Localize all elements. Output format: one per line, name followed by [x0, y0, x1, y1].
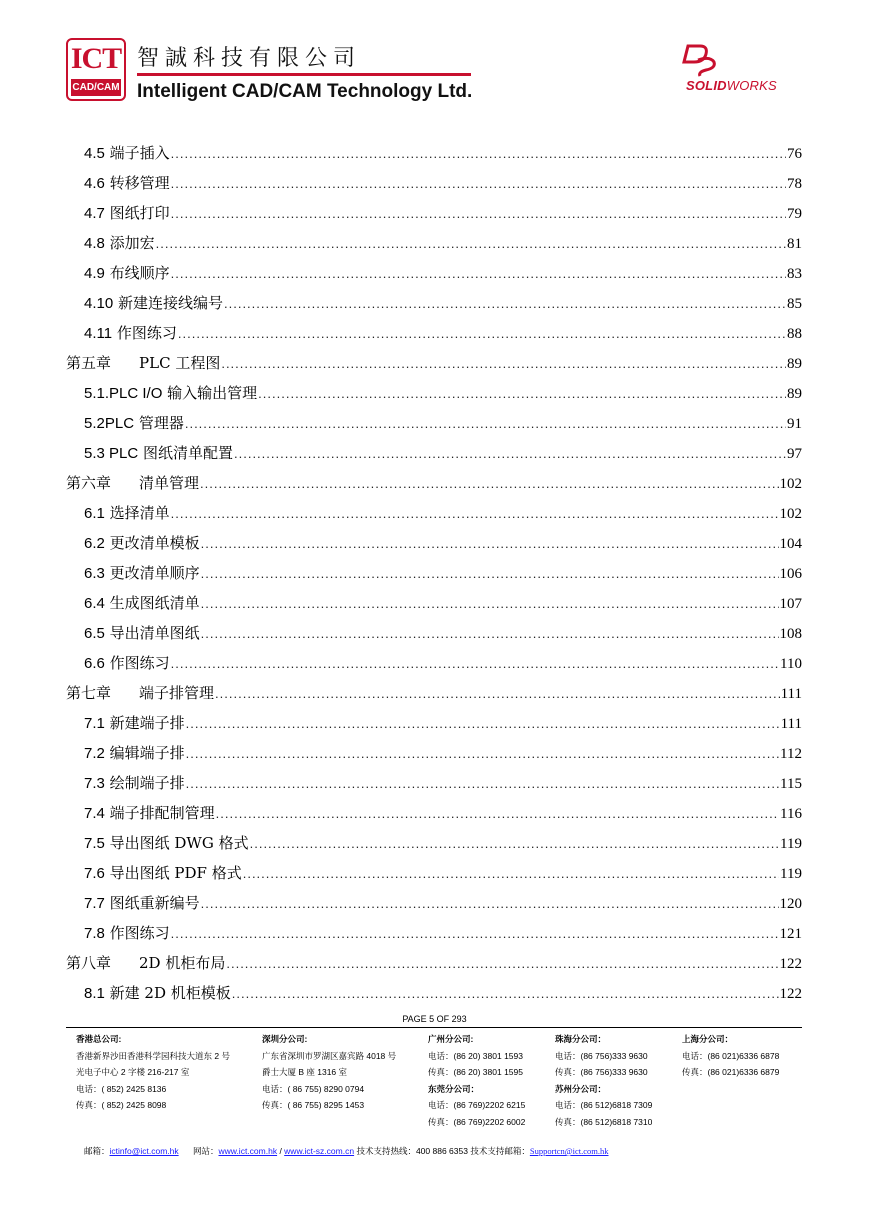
- office-heading: 东莞分公司：: [428, 1083, 480, 1094]
- toc-entry-number: 4.8: [84, 235, 105, 252]
- header-divider: [137, 73, 471, 76]
- website-link-sz[interactable]: www.ict-sz.com.cn: [284, 1146, 355, 1156]
- toc-entry-title: [84, 922, 170, 943]
- toc-leader-dots: [226, 956, 778, 971]
- toc-leader-dots: [171, 926, 779, 941]
- toc-entry-title: [84, 262, 170, 283]
- toc-entry-text: 作图练习: [109, 924, 170, 942]
- toc-entry-text: 更改清单模板: [109, 534, 200, 552]
- toc-entry[interactable]: [84, 592, 802, 616]
- toc-leader-dots: [201, 626, 779, 641]
- toc-page-number: 115: [780, 776, 802, 792]
- toc-entry-text: 端子插入: [109, 144, 170, 162]
- toc-entry-title: [66, 952, 225, 973]
- toc-entry-number: 7.3: [84, 775, 105, 792]
- office-fax: 传真：( 86 755) 8295 1453: [262, 1100, 365, 1110]
- toc-entry-title: [84, 142, 170, 163]
- toc-entry[interactable]: [84, 412, 802, 436]
- toc-page-number: 97: [787, 446, 802, 462]
- toc-leader-dots: [178, 326, 786, 341]
- toc-entry-number: 7.6: [84, 865, 105, 882]
- toc-entry-title: [84, 802, 215, 823]
- toc-entry-title: [84, 382, 257, 403]
- logo-ict-text: ICT: [70, 42, 122, 75]
- toc-page-number: 106: [779, 566, 802, 582]
- toc-page-number: 104: [779, 536, 802, 552]
- toc-entry-number: 6.4: [84, 595, 105, 612]
- toc-entry-text: 选择清单: [109, 504, 170, 522]
- office-address: 香港新界沙田香港科学园科技大道东 2 号: [76, 1050, 230, 1061]
- toc-page-number: 78: [787, 176, 802, 192]
- toc-entry-text: 图纸清单配置: [142, 444, 233, 462]
- toc-entry[interactable]: [84, 922, 802, 946]
- toc-entry-number: 第六章: [66, 475, 112, 492]
- toc-entry-title: [66, 472, 199, 493]
- toc-entry-text: 生成图纸清单: [109, 594, 200, 612]
- toc-entry-text: 输入输出管理: [167, 384, 258, 402]
- toc-entry[interactable]: [84, 862, 802, 886]
- office-address: 广东省深圳市罗湖区嘉宾路 4018 号: [262, 1050, 397, 1061]
- toc-leader-dots: [201, 566, 779, 581]
- toc-entry-number: 第八章: [66, 955, 112, 972]
- office-tel: 电话：( 86 755) 8290 0794: [262, 1083, 365, 1094]
- toc-entry-number: 6.6: [84, 655, 105, 672]
- toc-leader-dots: [171, 146, 786, 161]
- website-link-hk[interactable]: www.ict.com.hk: [218, 1146, 278, 1156]
- toc-leader-dots: [201, 596, 779, 611]
- toc-entry-number: 4.7: [84, 205, 105, 222]
- toc-entry[interactable]: [84, 892, 802, 916]
- toc-page-number: 111: [780, 686, 802, 702]
- toc-leader-dots: [171, 176, 786, 191]
- toc-entry-text: 新建端子排: [109, 714, 185, 732]
- toc-entry-number: 7.5: [84, 835, 105, 852]
- toc-page-number: 119: [780, 866, 802, 882]
- toc-entry[interactable]: [84, 532, 802, 556]
- page-number: PAGE 5 OF 293: [402, 1014, 467, 1024]
- toc-leader-dots: [186, 716, 780, 731]
- office-fax: 传真：(86 769)2202 6002: [428, 1116, 526, 1127]
- toc-entry-title: [84, 292, 223, 313]
- toc-page-number: 120: [779, 896, 802, 912]
- toc-entry-number: 6.1: [84, 505, 105, 522]
- office-heading: 广州分公司:: [428, 1034, 474, 1044]
- toc-entry[interactable]: [84, 622, 802, 646]
- office-tel: 电话：(86 20) 3801 1593: [428, 1050, 523, 1061]
- toc-page-number: 122: [779, 956, 802, 972]
- toc-entry[interactable]: [84, 772, 802, 796]
- toc-leader-dots: [186, 746, 779, 761]
- ds-mark-icon: [680, 42, 720, 78]
- toc-entry[interactable]: [84, 382, 802, 406]
- email-label: 邮箱：: [84, 1146, 110, 1156]
- toc-entry-number: 6.2: [84, 535, 105, 552]
- toc-entry-number: 7.1: [84, 715, 105, 732]
- toc-entry[interactable]: [84, 832, 802, 856]
- toc-entry-text: 添加宏: [109, 234, 155, 252]
- toc-page-number: 112: [780, 746, 802, 762]
- toc-entry-title: [84, 982, 231, 1003]
- toc-page-number: 85: [787, 296, 802, 312]
- toc-entry-number: 第七章: [66, 685, 112, 702]
- footer-divider: [66, 1027, 802, 1028]
- toc-entry-title: [66, 682, 214, 703]
- toc-entry[interactable]: [84, 652, 802, 676]
- toc-entry-text: 新建连接线编号: [117, 294, 223, 312]
- office-tel: 电话：(86 021)6336 6878: [682, 1050, 780, 1061]
- toc-page-number: 89: [787, 356, 802, 372]
- toc-entry-number: 第五章: [66, 355, 112, 372]
- toc-page-number: 107: [779, 596, 802, 612]
- toc-entry[interactable]: [84, 982, 802, 1006]
- web-separator: /: [277, 1146, 285, 1156]
- toc-page-number: 102: [779, 506, 802, 522]
- toc-entry-text: 更改清单顺序: [109, 564, 200, 582]
- footer-sz-office: [262, 1031, 396, 1114]
- toc-page-number: 88: [787, 326, 802, 342]
- toc-page-number: 122: [779, 986, 802, 1002]
- toc-entry[interactable]: [84, 802, 802, 826]
- toc-entry[interactable]: [84, 502, 802, 526]
- toc-entry[interactable]: [84, 172, 802, 196]
- logo-cadcam-text: CAD/CAM: [71, 79, 121, 96]
- office-tel: 电话：( 852) 2425 8136: [76, 1083, 167, 1094]
- toc-leader-dots: [156, 236, 786, 251]
- toc-entry[interactable]: [66, 472, 802, 496]
- toc-entry-text: 作图练习: [116, 324, 177, 342]
- toc-entry-title: [84, 772, 185, 793]
- toc-entry-title: [66, 352, 220, 373]
- toc-leader-dots: [186, 776, 779, 791]
- toc-page-number: 81: [787, 236, 802, 252]
- toc-leader-dots: [171, 506, 779, 521]
- toc-entry-title: [84, 232, 155, 253]
- toc-entry-number: 4.11: [84, 325, 113, 342]
- toc-entry-text: 导出图纸 DWG 格式: [109, 834, 249, 852]
- office-fax: 传真：( 852) 2425 8098: [76, 1100, 167, 1110]
- footer-hk-office: [76, 1031, 230, 1114]
- toc-entry-text: PLC 工程图: [139, 354, 221, 372]
- office-fax: 传真：(86 20) 3801 1595: [428, 1067, 523, 1077]
- toc-entry-number: 6.5: [84, 625, 105, 642]
- toc-page-number: 111: [780, 716, 802, 732]
- toc-entry[interactable]: [66, 952, 802, 976]
- toc-leader-dots: [171, 266, 786, 281]
- toc-entry-number: 7.4: [84, 805, 105, 822]
- office-heading: 香港总公司:: [76, 1034, 122, 1044]
- toc-entry-text: 清单管理: [139, 474, 200, 492]
- toc-entry-title: [84, 322, 177, 343]
- toc-entry-title: [84, 622, 200, 643]
- toc-entry-text: 绘制端子排: [109, 774, 185, 792]
- toc-entry-number: 4.5: [84, 145, 105, 162]
- hotline-text: 技术支持热线：400 886 6353: [356, 1146, 468, 1156]
- toc-entry-title: [84, 562, 200, 583]
- toc-entry-title: [84, 502, 170, 523]
- toc-entry-title: [84, 412, 184, 433]
- toc-entry[interactable]: [84, 322, 802, 346]
- toc-entry-number: 4.6: [84, 175, 105, 192]
- office-fax: 传真：(86 021)6336 6879: [682, 1067, 780, 1077]
- ict-logo: [66, 38, 126, 101]
- toc-entry-title: [84, 712, 185, 733]
- toc-entry[interactable]: [84, 742, 802, 766]
- toc-entry-title: [84, 742, 185, 763]
- toc-entry-number: 8.1: [84, 985, 105, 1002]
- toc-entry-title: [84, 172, 170, 193]
- toc-entry-number: 7.8: [84, 925, 105, 942]
- toc-page-number: 108: [779, 626, 802, 642]
- office-tel: 电话：(86 769)2202 6215: [428, 1100, 526, 1110]
- toc-entry-text: 管理器: [138, 414, 184, 432]
- toc-leader-dots: [201, 536, 779, 551]
- toc-entry[interactable]: [84, 262, 802, 286]
- support-email-link[interactable]: Supportcn@ict.com.hk: [529, 1146, 609, 1156]
- toc-leader-dots: [243, 866, 779, 881]
- footer-gz-dg-office: [428, 1031, 525, 1130]
- toc-entry-title: [84, 652, 170, 673]
- toc-entry-title: [84, 442, 233, 463]
- toc-page-number: 89: [787, 386, 802, 402]
- office-address: 光电子中心 2 字楼 216-217 室: [76, 1067, 190, 1077]
- toc-page-number: 121: [779, 926, 802, 942]
- toc-leader-dots: [216, 806, 779, 821]
- office-heading: 苏州分公司：: [555, 1083, 607, 1094]
- toc-page-number: 83: [787, 266, 802, 282]
- office-fax: 传真：(86 756)333 9630: [555, 1067, 648, 1077]
- toc-entry[interactable]: [84, 712, 802, 736]
- toc-entry[interactable]: [84, 142, 802, 166]
- toc-page-number: 79: [787, 206, 802, 222]
- toc-entry-title: [84, 532, 200, 553]
- toc-entry-number: 5.3 PLC: [84, 445, 139, 462]
- office-tel: 电话：(86 512)6818 7309: [555, 1100, 653, 1110]
- email-link[interactable]: ictinfo@ict.com.hk: [109, 1146, 179, 1156]
- toc-leader-dots: [200, 476, 778, 491]
- toc-entry-text: 图纸重新编号: [109, 894, 200, 912]
- toc-leader-dots: [258, 386, 786, 401]
- toc-entry[interactable]: [84, 202, 802, 226]
- toc-page-number: 91: [787, 416, 802, 432]
- toc-entry-text: 导出图纸 PDF 格式: [109, 864, 242, 882]
- office-heading: 珠海分公司：: [555, 1034, 607, 1044]
- toc-entry-text: 布线顺序: [109, 264, 170, 282]
- toc-entry-number: 5.1.PLC I/O: [84, 385, 163, 402]
- support-email-label: 技术支持邮箱：: [470, 1146, 530, 1156]
- toc-entry-text: 导出清单图纸: [109, 624, 200, 642]
- toc-entry-text: 新建 2D 机柜模板: [109, 984, 231, 1002]
- toc-entry[interactable]: [84, 442, 802, 466]
- web-label: 网站：: [192, 1146, 219, 1156]
- toc-entry-number: 6.3: [84, 565, 105, 582]
- toc-entry-text: 端子排管理: [139, 684, 215, 702]
- toc-leader-dots: [221, 356, 786, 371]
- footer-zh-suz-office: [555, 1031, 652, 1130]
- toc-entry-text: 2D 机柜布局: [139, 954, 226, 972]
- toc-leader-dots: [171, 656, 779, 671]
- toc-entry-title: [84, 892, 200, 913]
- toc-page-number: 76: [787, 146, 802, 162]
- office-tel: 电话：(86 756)333 9630: [555, 1050, 648, 1061]
- toc-leader-dots: [250, 836, 779, 851]
- toc-page-number: 119: [780, 836, 802, 852]
- toc-entry-number: 7.7: [84, 895, 105, 912]
- solidworks-wordmark: SOLIDWORKS: [686, 78, 777, 93]
- toc-entry-text: 编辑端子排: [109, 744, 185, 762]
- company-name-cn: 智誠科技有限公司: [137, 46, 362, 71]
- toc-page-number: 116: [780, 806, 802, 822]
- toc-entry[interactable]: [84, 562, 802, 586]
- office-heading: 深圳分公司:: [262, 1034, 308, 1044]
- toc-leader-dots: [171, 206, 786, 221]
- toc-entry-number: 4.10: [84, 295, 114, 312]
- toc-leader-dots: [234, 446, 786, 461]
- toc-entry-number: 5.2PLC: [84, 415, 135, 432]
- company-name-en: Intelligent CAD/CAM Technology Ltd.: [137, 81, 473, 102]
- toc-entry-title: [84, 832, 249, 853]
- office-address: 爵士大厦 B 座 1316 室: [262, 1067, 348, 1077]
- toc-entry[interactable]: [84, 232, 802, 256]
- toc-entry-text: 转移管理: [109, 174, 170, 192]
- toc-leader-dots: [201, 896, 779, 911]
- toc-entry-number: 7.2: [84, 745, 105, 762]
- toc-entry-title: [84, 202, 170, 223]
- toc-entry-text: 图纸打印: [109, 204, 170, 222]
- footer-sh-office: [682, 1031, 779, 1081]
- office-fax: 传真：(86 512)6818 7310: [555, 1116, 653, 1127]
- toc-leader-dots: [232, 986, 779, 1001]
- toc-entry-title: [84, 862, 242, 883]
- toc-entry-title: [84, 592, 200, 613]
- toc-entry[interactable]: [66, 352, 802, 376]
- toc-leader-dots: [185, 416, 786, 431]
- office-heading: 上海分公司：: [682, 1034, 734, 1044]
- solidworks-logo: [680, 42, 792, 98]
- toc-entry[interactable]: [66, 682, 802, 706]
- toc-entry[interactable]: [84, 292, 802, 316]
- footer-contact-line: [84, 1145, 609, 1157]
- toc-page-number: 102: [779, 476, 802, 492]
- toc-page-number: 110: [780, 656, 802, 672]
- toc-entry-text: 作图练习: [109, 654, 170, 672]
- toc-entry-number: 4.9: [84, 265, 105, 282]
- toc-leader-dots: [224, 296, 786, 311]
- toc-leader-dots: [215, 686, 780, 701]
- toc-entry-text: 端子排配制管理: [109, 804, 215, 822]
